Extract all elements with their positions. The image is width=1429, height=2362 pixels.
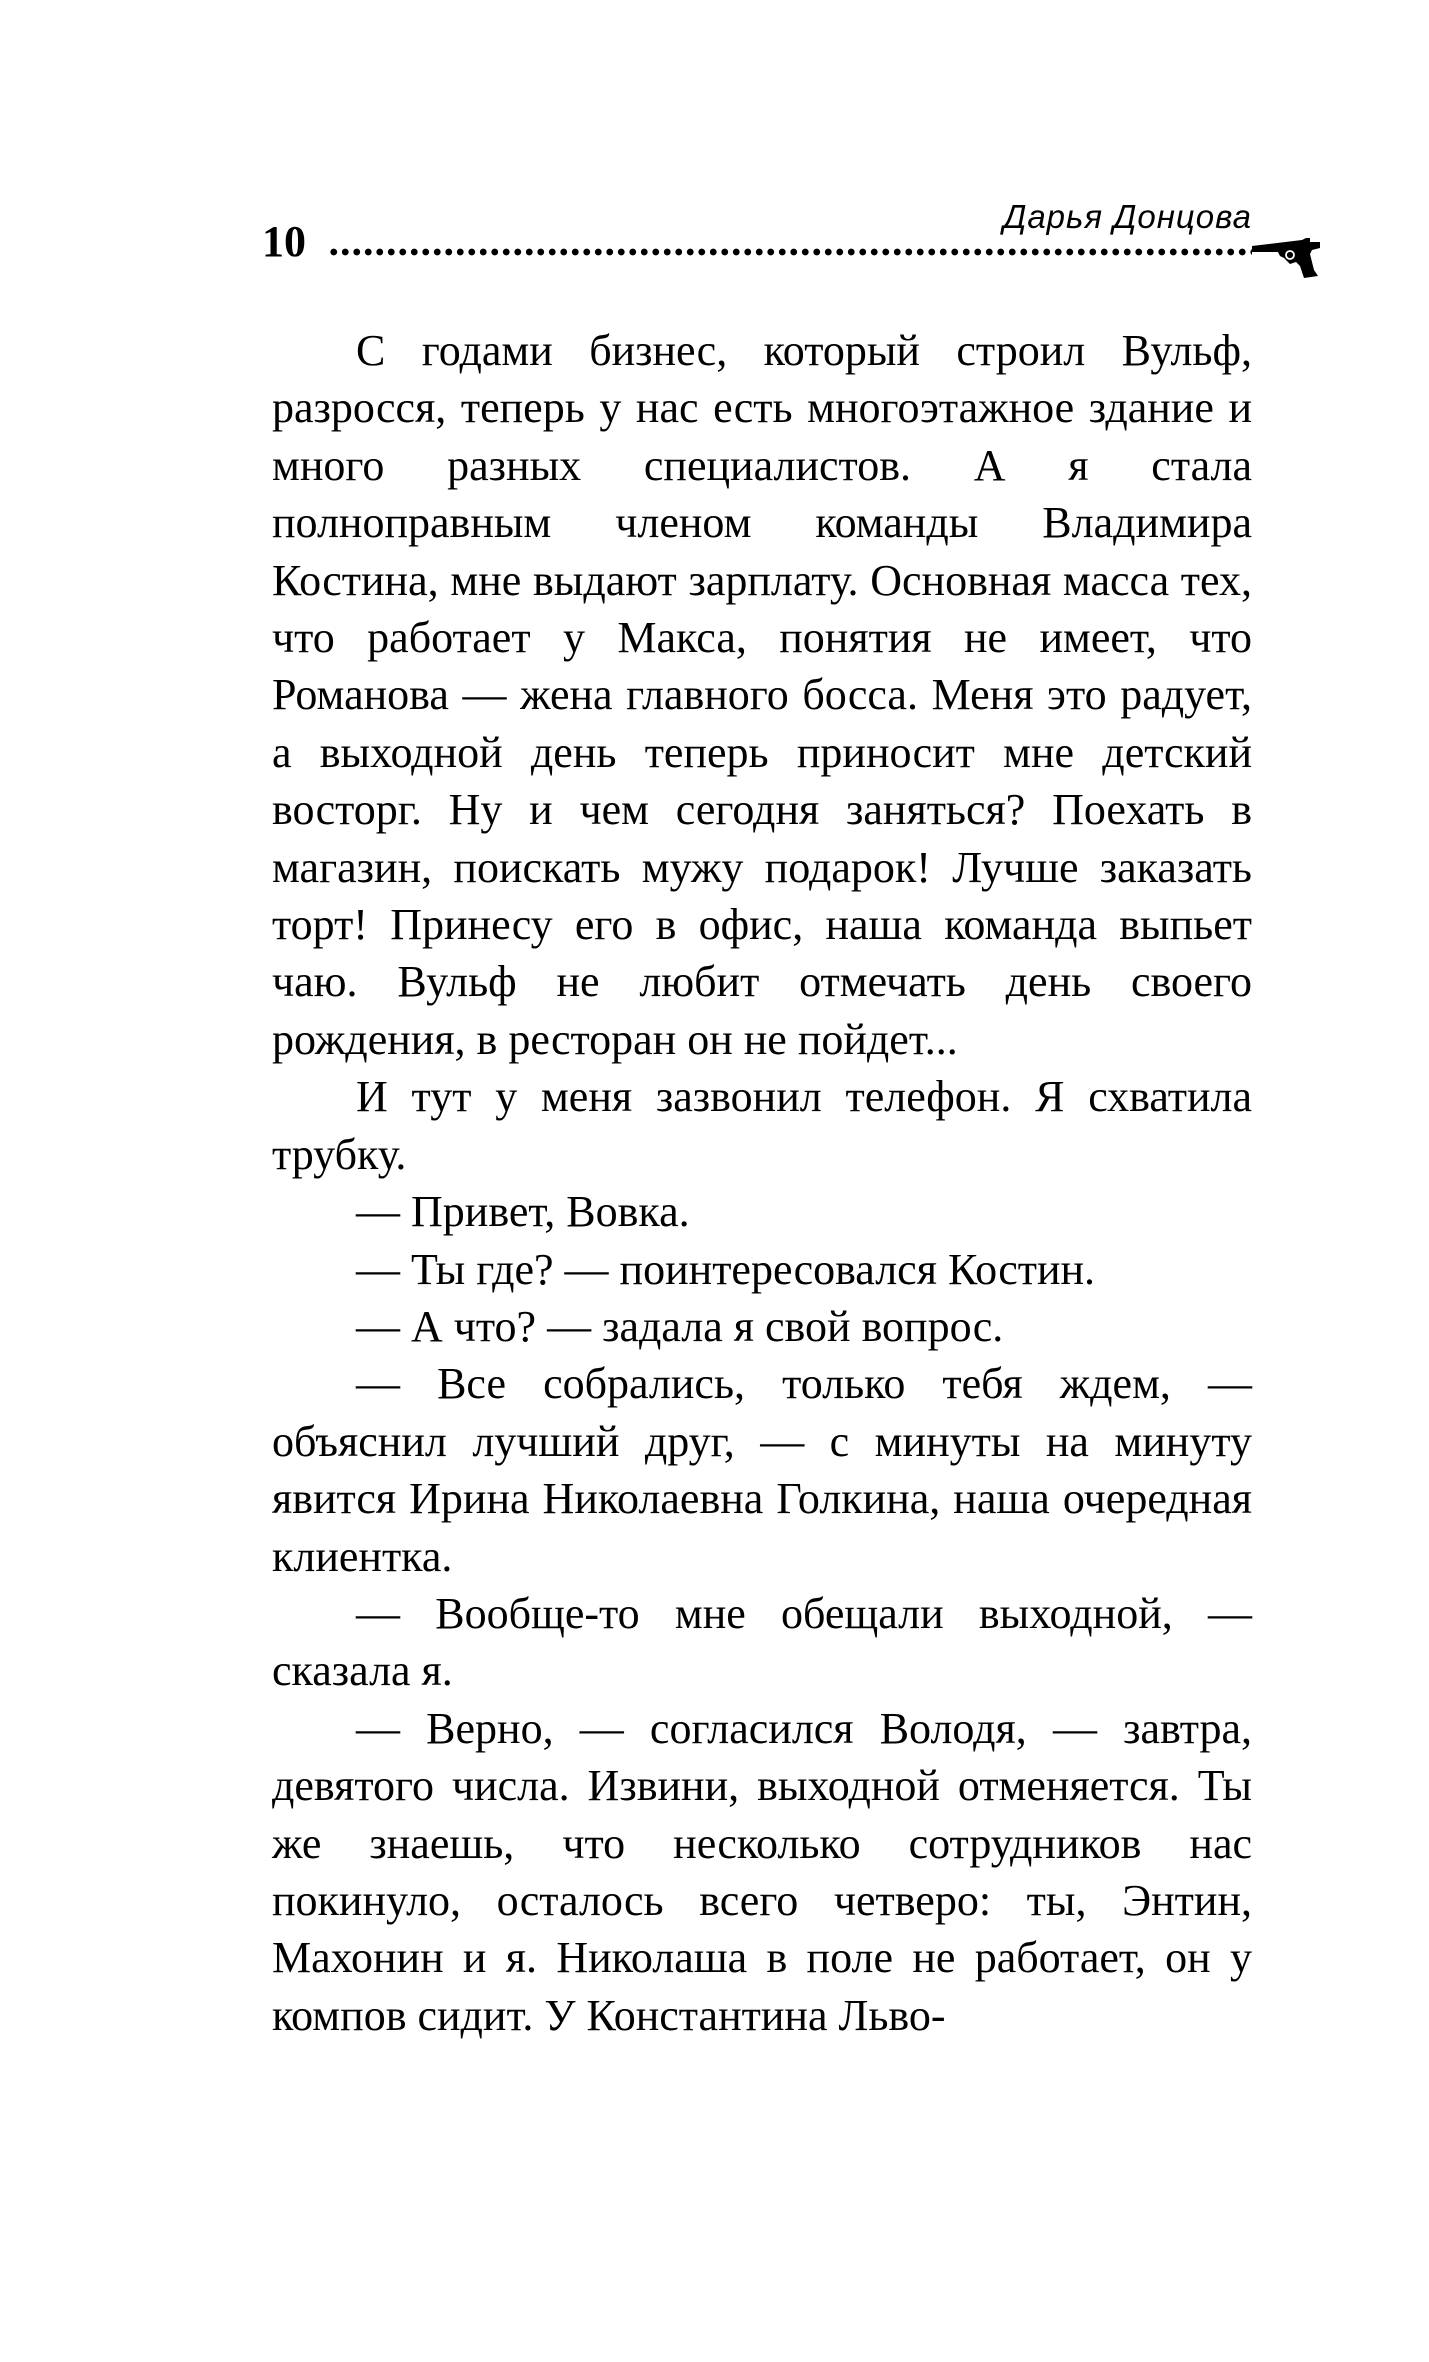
- revolver-icon: [1250, 236, 1322, 280]
- paragraph: — Привет, Вовка.: [356, 1187, 690, 1237]
- paragraph: — Вообще-то мне обещали выходной, — сказала я.: [272, 1588, 1252, 1696]
- running-header: [262, 196, 1322, 276]
- paragraph: — А что? — задала я свой вопрос.: [356, 1301, 1004, 1351]
- paragraph: С годами бизнес, который строил Вульф, разросся, теперь у нас есть многоэтажное здание и много разных специалистов. А я стала полноправным членом команды Владимира Костина, мне выдают зарплату. Основная масса тех, что работает у Макса, понятия не имеет, что Романова — жена главного босса. Меня это радует, а выходной день теперь приносит мне детский восторг. Ну и чем сегодня заняться? Поехать в магазин, поискать мужу подарок! Лучше заказать торт! Принесу его в офис, наша команда выпьет чаю. Вульф не любит отмечать день своего рождения, в ресторан он не пойдет...: [272, 326, 1252, 1064]
- paragraph: — Верно, — согласился Володя, — завтра, девятого числа. Извини, выходной отменяется. Ты же знаешь, что несколько сотрудников нас покинуло, осталось всего четверо: ты, Энтин, Махонин и я. Николаша в поле не работает, он у компов сидит. У Константина Льво-: [272, 1703, 1252, 2040]
- paragraph: — Ты где? — поинтересовался Костин.: [356, 1244, 1096, 1294]
- author-name: Дарья Донцова: [1003, 198, 1252, 235]
- paragraph: И тут у меня зазвонил телефон. Я схватила трубку.: [272, 1072, 1252, 1179]
- paragraph: — Все собрались, только тебя ждем, — объяснил лучший друг, — с минуты на минуту явится Ирина Николаевна Голкина, наша очередная клиентка.: [272, 1359, 1252, 1581]
- page-number: 10: [262, 217, 306, 266]
- dotted-leader: [328, 246, 1252, 258]
- body-text: [272, 322, 1252, 2044]
